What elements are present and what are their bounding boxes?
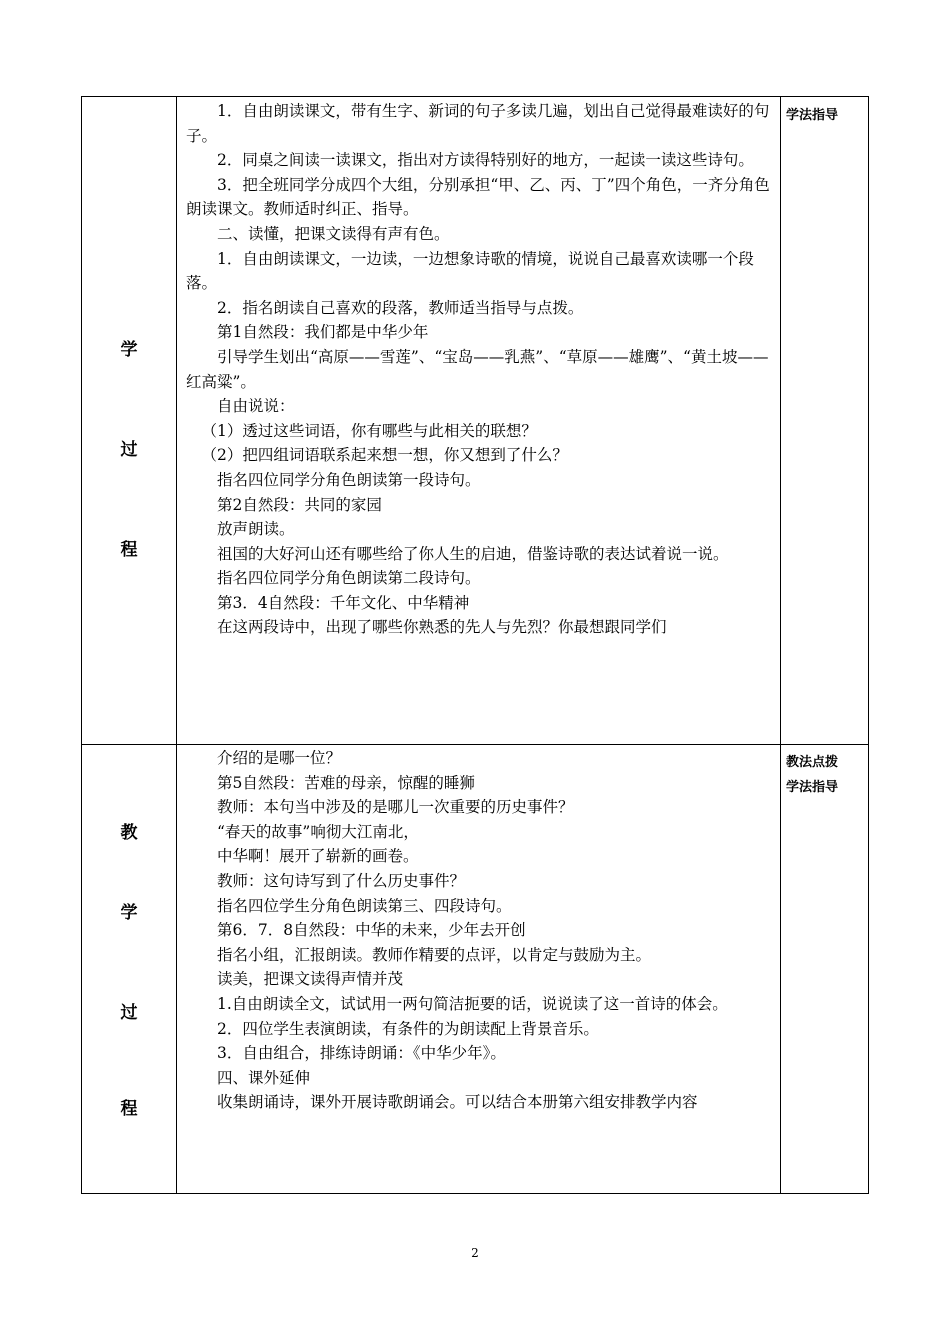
paragraph: 第1自然段：我们都是中华少年: [217, 323, 429, 342]
label-char: 学: [120, 903, 138, 923]
paragraph: 教师：这句诗写到了什么历史事件？: [217, 871, 466, 890]
column-divider: [780, 744, 781, 1193]
paragraph: 1．自由朗读课文，带有生字、新词的句子多读几遍，划出自己觉得最难读好的句子。: [186, 102, 770, 145]
label-char: 教: [120, 823, 138, 843]
paragraph: 指名四位同学分角色朗读第二段诗句。: [217, 569, 481, 588]
paragraph: （1）透过这些词语，你有哪些与此相关的联想？: [201, 421, 537, 440]
page-number: 2: [471, 1246, 479, 1260]
paragraph: 放声朗读。: [217, 520, 295, 539]
label-char: 学: [120, 340, 138, 360]
paragraph: 第5自然段：苦难的母亲，惊醒的睡狮: [217, 773, 475, 792]
paragraph: 2．指名朗读自己喜欢的段落，教师适当指导与点拨。: [217, 298, 584, 317]
row-label: [82, 744, 176, 1193]
paragraph: 3．把全班同学分成四个大组，分别承担“甲、乙、丙、丁”四个角色，一齐分角色朗读课文。教师适时纠正、指导。: [186, 175, 770, 219]
paragraph: 第2自然段：共同的家园: [217, 495, 382, 514]
paragraph: 指名四位同学分角色朗读第一段诗句。: [217, 470, 481, 489]
paragraph: 在这两段诗中，出现了哪些你熟悉的先人与先烈？你最想跟同学们: [217, 618, 667, 637]
column-divider: [176, 744, 177, 1193]
note-line: 学法指导: [786, 780, 839, 795]
column-divider: [780, 97, 781, 744]
column-divider: [176, 97, 177, 744]
row-label: [82, 97, 176, 744]
paragraph: “春天的故事”响彻大江南北，: [217, 822, 419, 841]
label-char: 过: [120, 1003, 138, 1023]
paragraph: 指名四位学生分角色朗读第三、四段诗句。: [217, 896, 512, 915]
label-char: 过: [120, 440, 138, 460]
note-line: 学法指导: [786, 108, 839, 123]
table-row: [81, 96, 869, 745]
paragraph: 教师：本句当中涉及的是哪儿一次重要的历史事件？: [217, 798, 574, 817]
table-row: [81, 744, 869, 1194]
paragraph: 第6．7．8自然段：中华的未来，少年去开创: [217, 921, 526, 940]
paragraph: 中华啊！展开了崭新的画卷。: [217, 847, 419, 866]
paragraph: 介绍的是哪一位？: [217, 749, 342, 767]
paragraph: 2．同桌之间读一读课文，指出对方读得特别好的地方，一起读一读这些诗句。: [217, 151, 754, 170]
process-content: [186, 99, 774, 640]
label-char: 程: [120, 540, 138, 560]
paragraph: 引导学生划出“高原——雪莲”、“宝岛——乳燕”、“草原——雄鹰”、“黄土坡——红高粱”。: [186, 347, 769, 391]
note-line: 教法点拨: [786, 755, 839, 770]
paragraph: 四、课外延伸: [217, 1068, 311, 1087]
process-content: [186, 746, 774, 1115]
method-note: [786, 103, 866, 128]
paragraph: 自由说说：: [217, 397, 295, 416]
paragraph: 收集朗诵诗，课外开展诗歌朗诵会。可以结合本册第六组安排教学内容: [217, 1093, 698, 1112]
label-char: 程: [120, 1099, 138, 1119]
paragraph: （2）把四组词语联系起来想一想，你又想到了什么？: [201, 446, 568, 465]
paragraph: 第3．4自然段：千年文化、中华精神: [217, 593, 470, 612]
paragraph: 2．四位学生表演朗读，有条件的为朗读配上背景音乐。: [217, 1019, 599, 1038]
paragraph: 二、读懂，把课文读得有声有色。: [217, 224, 450, 243]
lesson-table: [81, 96, 869, 1194]
paragraph: 祖国的大好河山还有哪些给了你人生的启迪，借鉴诗歌的表达试着说一说。: [217, 544, 729, 563]
method-note: [786, 750, 866, 800]
paragraph: 读美，把课文读得声情并茂: [217, 970, 404, 989]
paragraph: 指名小组，汇报朗读。教师作精要的点评，以肯定与鼓励为主。: [217, 945, 652, 964]
paragraph: 1.自由朗读全文，试试用一两句简洁扼要的话，说说读了这一首诗的体会。: [217, 994, 728, 1013]
paragraph: 3．自由组合，排练诗朗诵：《中华少年》。: [217, 1044, 506, 1063]
paragraph: 1．自由朗读课文，一边读，一边想象诗歌的情境，说说自己最喜欢读哪一个段落。: [186, 249, 754, 293]
